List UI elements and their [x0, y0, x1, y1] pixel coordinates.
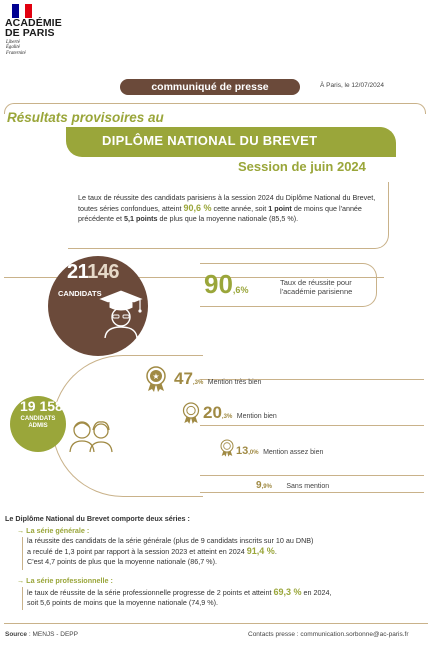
pro-series-text: le taux de réussite de la série professionnelle progresse de 2 points et atteint 69,3 % en 2024, soit 5,6 points de moins que la moyenne nationale (74,9 %).	[27, 587, 332, 607]
french-flag-icon	[12, 4, 32, 18]
success-rate: 90,6%	[204, 269, 249, 299]
candidates-count: 21146	[67, 261, 120, 283]
divider	[200, 425, 424, 426]
general-series-bar	[22, 537, 23, 570]
general-series-title: → La série générale :	[17, 526, 90, 535]
institution-name: ACADÉMIE DE PARIS	[5, 17, 62, 39]
admitted-label: CANDIDATS ADMIS	[20, 416, 56, 429]
students-icon	[68, 416, 114, 456]
mention-row: 47,3% Mention très bien	[174, 369, 262, 388]
medal-good-icon	[181, 402, 201, 424]
success-rate-label: Taux de réussite pour l'académie parisienne	[280, 278, 353, 296]
series-intro: Le Diplôme National du Brevet comporte deux séries :	[5, 514, 190, 523]
intro-paragraph: Le taux de réussite des candidats parisiens à la session 2024 du Diplôme National du Brevet, toutes séries confondues, atteint 90,6 % cette année, soit 1 point de moins que l'année précédente et 5,1 points de plus que la moyenne nationale (85,5 %).	[78, 193, 376, 224]
republic-motto: Liberté Égalité Fraternité	[6, 40, 26, 56]
session-title: Session de juin 2024	[238, 159, 366, 174]
mention-row: 9,9% Sans mention	[256, 480, 330, 491]
mention-row: 20,3% Mention bien	[203, 403, 277, 422]
press-contact: Contacts presse : communication.sorbonne@ac-paris.fr	[248, 631, 409, 638]
source: Source : MENJS - DEPP	[5, 631, 78, 638]
medal-very-good-icon	[144, 366, 168, 392]
press-release-badge: communiqué de presse	[120, 79, 300, 95]
candidates-label: CANDIDATS	[58, 289, 102, 298]
footer-divider	[4, 623, 428, 624]
graduate-icon	[96, 286, 146, 338]
title-line: Résultats provisoires au	[7, 110, 164, 125]
svg-text:★: ★	[152, 372, 160, 381]
banner-title: DIPLÔME NATIONAL DU BREVET	[102, 133, 318, 148]
mention-row: 13,0% Mention assez bien	[236, 445, 324, 457]
dateline: À Paris, le 12/07/2024	[320, 82, 384, 89]
pro-series-bar	[22, 587, 23, 610]
medal-fairly-good-icon	[219, 439, 235, 457]
pro-series-title: → La série professionnelle :	[17, 576, 113, 585]
general-series-text: la réussite des candidats de la série générale (plus de 9 candidats inscrits sur 10 au DNB) a reculé de 1,3 point par rapport à la session 2023 et atteint en 2024 91,4 %. C'est 4,7 points de plus que la moyenne nationale (86,7 %).	[27, 536, 314, 566]
admitted-count: 19 158	[20, 398, 63, 414]
